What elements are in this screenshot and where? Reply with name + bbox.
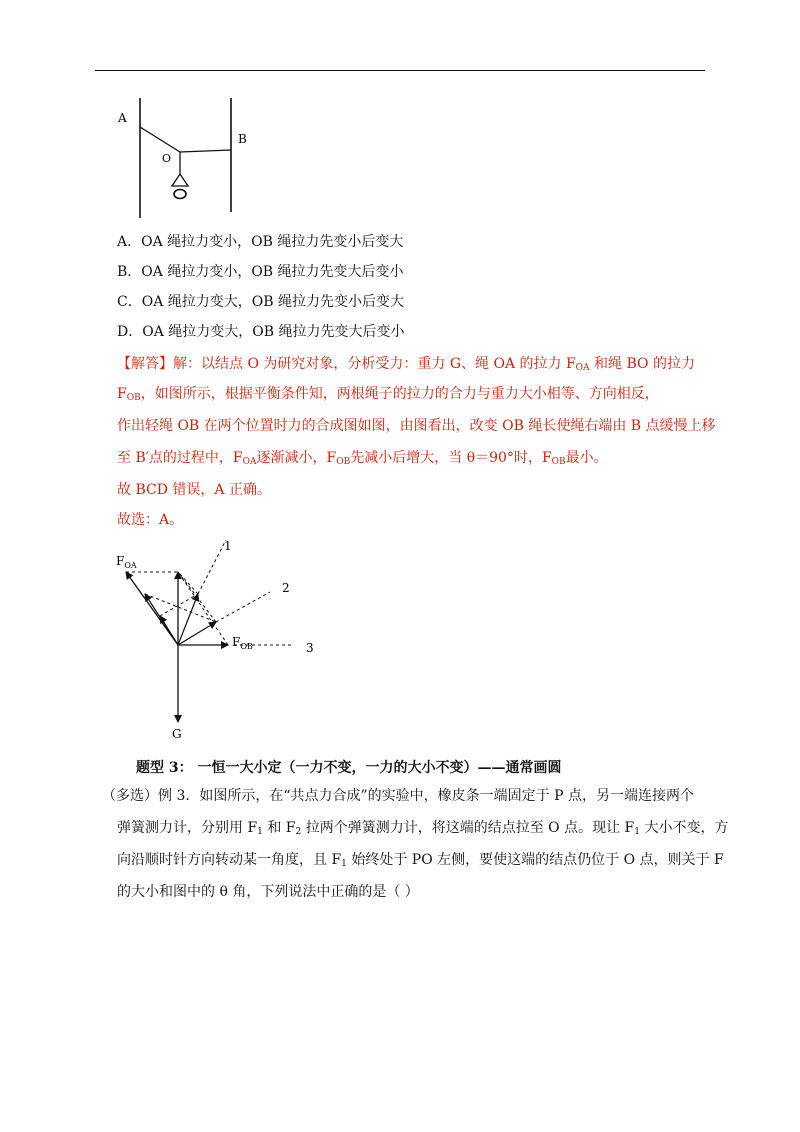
answer-line-5: 故 BCD 错误，A 正确。	[117, 482, 271, 498]
header-rule	[95, 70, 705, 71]
label-fob: $F_{OB}$	[232, 635, 253, 651]
example-line-3: 向沿顺时针方向转动某一角度，且 $F_1$ 始终处于 PO 左侧，要使这端的结点仍位于 O 点，则关于 F	[117, 852, 724, 869]
option-d: D．OA 绳拉力变大，OB 绳拉力先变大后变小	[117, 324, 405, 340]
label-3: 3	[306, 641, 314, 655]
label-2: 2	[282, 581, 290, 595]
answer-line-1: 【解答】解：以结点 O 为研究对象，分析受力：重力 G、绳 OA 的拉力 $F_{OA}$ 和绳 BO 的拉力	[117, 356, 695, 373]
label-foa: $F_{OA}$	[116, 554, 137, 570]
answer-tag: 【解答】	[117, 356, 173, 372]
weight-ring	[174, 190, 186, 199]
foa-arrow	[126, 572, 178, 645]
force-diagram	[108, 530, 348, 745]
label-o: O	[162, 152, 172, 165]
option-a: A．OA 绳拉力变小，OB 绳拉力先变小后变大	[117, 234, 404, 250]
option-b: B．OA 绳拉力变小，OB 绳拉力先变大后变小	[117, 264, 404, 280]
answer-line-3: 作出轻绳 OB 在两个位置时力的合成图如图，由图看出，改变 OB 绳长使绳右端由 B 点缓慢上移	[117, 418, 716, 434]
label-b: B	[238, 132, 247, 146]
example-line-4: 的大小和图中的 θ 角，下列说法中正确的是（ ）	[117, 884, 419, 900]
fob-arrow-3	[178, 594, 198, 645]
answer-line-2: $F_{OB}$，如图所示，根据平衡条件知，两根绳子的拉力的合力与重力大小相等、方向相反，	[117, 386, 659, 403]
rope-diagram	[110, 92, 270, 222]
answer-line-6: 故选：A。	[117, 512, 184, 528]
rope-ob	[180, 150, 231, 152]
example-line-1: （多选）例 3．如图所示，在“共点力合成”的实验中，橡皮条一端固定于 P 点，另一端连接两个	[102, 788, 694, 804]
label-a: A	[118, 111, 127, 125]
label-1: 1	[224, 539, 232, 553]
answer-line-4: 至 B′点的过程中，$F_{OA}$逐渐减小，$F_{OB}$先减小后增大，当 θ＝90°时，$F_{OB}$最小。	[117, 450, 608, 467]
construction-lines	[126, 540, 294, 645]
example-line-2: 弹簧测力计，分别用 $F_1$ 和 $F_2$ 拉两个弹簧测力计，将这端的结点拉至 O 点。现让 $F_1$ 大小不变，方	[117, 820, 729, 837]
rope-oa	[140, 127, 180, 152]
fob-arrow-2	[178, 622, 216, 645]
option-c: C．OA 绳拉力变大，OB 绳拉力先变小后变大	[117, 294, 404, 310]
section-heading: 题型 3： 一恒一大小定（一力不变，一力的大小不变）——通常画圆	[136, 760, 562, 776]
label-g: G	[172, 727, 182, 741]
weight-hook	[172, 174, 188, 186]
foa-arrow-short	[160, 616, 178, 645]
